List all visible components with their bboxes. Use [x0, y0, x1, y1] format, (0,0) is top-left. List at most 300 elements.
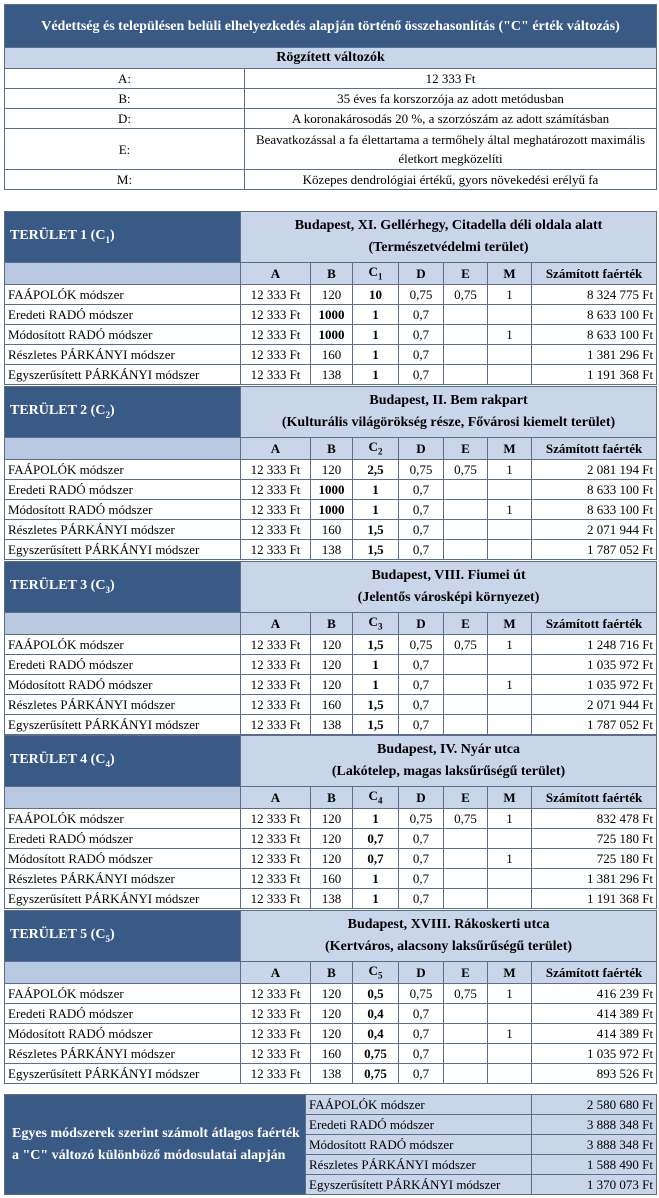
m-cell — [488, 480, 532, 500]
c-cell: 0,75 — [353, 1064, 399, 1084]
e-cell: 0,75 — [444, 460, 488, 480]
a-cell: 12 333 Ft — [241, 715, 311, 735]
d-cell: 0,7 — [399, 715, 444, 735]
m-cell — [488, 869, 532, 889]
d-cell: 0,75 — [399, 984, 444, 1004]
col-header-c: $C_4$ — [353, 787, 399, 809]
table-row — [5, 655, 657, 675]
table-row — [5, 480, 657, 500]
summary-method: Eredeti RADÓ módszer — [306, 1115, 532, 1135]
m-cell — [488, 365, 532, 385]
d-cell: 0,7 — [399, 1064, 444, 1084]
col-header-a: A — [241, 438, 311, 460]
e-cell — [444, 365, 488, 385]
table-row — [5, 849, 657, 869]
m-cell — [488, 829, 532, 849]
b-cell: 120 — [311, 1024, 353, 1044]
value-cell: 725 180 Ft — [532, 849, 657, 869]
c-cell: 1,5 — [353, 715, 399, 735]
b-cell: 1000 — [311, 480, 353, 500]
method-cell: Egyszerűsített PÁRKÁNYI módszer — [5, 715, 241, 735]
col-header-result: Számított faérték — [532, 438, 657, 460]
area-label: TERÜLET 3 $(C_3)$ — [5, 562, 241, 613]
d-cell: 0,7 — [399, 849, 444, 869]
m-cell: 1 — [488, 809, 532, 829]
table-row — [5, 889, 657, 909]
method-cell: Eredeti RADÓ módszer — [5, 829, 241, 849]
d-cell: 0,7 — [399, 889, 444, 909]
table-row — [5, 325, 657, 345]
col-header-c: $C_5$ — [353, 962, 399, 984]
m-cell: 1 — [488, 285, 532, 305]
m-cell: 1 — [488, 1024, 532, 1044]
col-header-e: E — [444, 613, 488, 635]
value-cell: 2 071 944 Ft — [532, 695, 657, 715]
a-cell: 12 333 Ft — [241, 520, 311, 540]
d-cell: 0,7 — [399, 1004, 444, 1024]
c-cell: 1 — [353, 655, 399, 675]
col-header-a: A — [241, 787, 311, 809]
m-cell: 1 — [488, 635, 532, 655]
c-cell: 0,5 — [353, 984, 399, 1004]
value-cell: 1 035 972 Ft — [532, 675, 657, 695]
value-cell: 2 071 944 Ft — [532, 520, 657, 540]
value-cell: 1 248 716 Ft — [532, 635, 657, 655]
col-header-a: A — [241, 263, 311, 285]
b-cell: 138 — [311, 715, 353, 735]
col-header-b: B — [311, 263, 353, 285]
d-cell: 0,7 — [399, 480, 444, 500]
fixed-variables-header: Rögzített változók — [5, 48, 657, 69]
area-table-5 — [4, 910, 657, 1084]
a-cell: 12 333 Ft — [241, 500, 311, 520]
m-cell: 1 — [488, 984, 532, 1004]
method-cell: FAÁPOLÓK módszer — [5, 460, 241, 480]
a-cell: 12 333 Ft — [241, 984, 311, 1004]
m-cell — [488, 520, 532, 540]
summary-value: 3 888 348 Ft — [532, 1135, 657, 1155]
a-cell: 12 333 Ft — [241, 1004, 311, 1024]
e-cell: 0,75 — [444, 285, 488, 305]
table-row — [5, 345, 657, 365]
summary-label: Egyes módszerek szerint számolt átlagos faérték a "C" változó különböző módosulatai alapján — [5, 1095, 306, 1195]
d-cell: 0,75 — [399, 809, 444, 829]
area-table-1 — [4, 211, 657, 385]
c-cell: 1,5 — [353, 635, 399, 655]
value-cell: 1 381 296 Ft — [532, 869, 657, 889]
col-header-d: D — [399, 438, 444, 460]
d-cell: 0,75 — [399, 285, 444, 305]
value-cell: 414 389 Ft — [532, 1004, 657, 1024]
table-row — [5, 869, 657, 889]
a-cell: 12 333 Ft — [241, 675, 311, 695]
table-row — [5, 365, 657, 385]
b-cell: 1000 — [311, 325, 353, 345]
c-cell: 1 — [353, 365, 399, 385]
table-row — [5, 695, 657, 715]
table-row — [5, 809, 657, 829]
area-location: Budapest, XI. Gellérhegy, Citadella déli oldala alatt (Természetvédelmi terület) — [241, 212, 657, 263]
b-cell: 120 — [311, 984, 353, 1004]
e-cell — [444, 1004, 488, 1024]
a-cell: 12 333 Ft — [241, 285, 311, 305]
area-location: Budapest, II. Bem rakpart (Kulturális világörökség része, Fővárosi kiemelt terület) — [241, 387, 657, 438]
area-label: TERÜLET 5 $(C_5)$ — [5, 911, 241, 962]
method-cell: FAÁPOLÓK módszer — [5, 984, 241, 1004]
b-cell: 160 — [311, 695, 353, 715]
e-cell — [444, 695, 488, 715]
method-cell: Módosított RADÓ módszer — [5, 325, 241, 345]
c-cell: 1 — [353, 889, 399, 909]
method-cell: Eredeti RADÓ módszer — [5, 1004, 241, 1024]
fixed-variables-table — [4, 4, 657, 190]
a-cell: 12 333 Ft — [241, 809, 311, 829]
col-header-m: M — [488, 263, 532, 285]
value-cell: 1 787 052 Ft — [532, 715, 657, 735]
method-cell: FAÁPOLÓK módszer — [5, 285, 241, 305]
col-header-b: B — [311, 438, 353, 460]
col-header-m: M — [488, 613, 532, 635]
a-cell: 12 333 Ft — [241, 869, 311, 889]
b-cell: 138 — [311, 365, 353, 385]
m-cell — [488, 305, 532, 325]
col-header-c: $C_1$ — [353, 263, 399, 285]
summary-value: 3 888 348 Ft — [532, 1115, 657, 1135]
col-header-a: A — [241, 962, 311, 984]
e-cell — [444, 655, 488, 675]
c-cell: 1 — [353, 675, 399, 695]
d-cell: 0,7 — [399, 520, 444, 540]
a-cell: 12 333 Ft — [241, 695, 311, 715]
b-cell: 120 — [311, 809, 353, 829]
c-cell: 0,7 — [353, 849, 399, 869]
e-cell — [444, 1064, 488, 1084]
method-cell: Egyszerűsített PÁRKÁNYI módszer — [5, 540, 241, 560]
value-cell: 8 633 100 Ft — [532, 325, 657, 345]
e-cell — [444, 849, 488, 869]
method-cell: Részletes PÁRKÁNYI módszer — [5, 520, 241, 540]
method-cell: Egyszerűsített PÁRKÁNYI módszer — [5, 889, 241, 909]
value-cell: 1 191 368 Ft — [532, 889, 657, 909]
c-cell: 0,7 — [353, 829, 399, 849]
variable-value: Beavatkozással a fa élettartama a termőhely által meghatározott maximális életkort megközelíti — [245, 129, 657, 170]
c-cell: 0,4 — [353, 1004, 399, 1024]
area-location: Budapest, XVIII. Rákoskerti utca (Kertváros, alacsony laksűrűségű terület) — [241, 911, 657, 962]
value-cell: 1 035 972 Ft — [532, 1044, 657, 1064]
e-cell: 0,75 — [444, 635, 488, 655]
c-cell: 1,5 — [353, 520, 399, 540]
table-row — [5, 1064, 657, 1084]
value-cell: 8 633 100 Ft — [532, 500, 657, 520]
col-header-result: Számított faérték — [532, 263, 657, 285]
table-row — [5, 305, 657, 325]
value-cell: 893 526 Ft — [532, 1064, 657, 1084]
e-cell — [444, 1044, 488, 1064]
e-cell — [444, 869, 488, 889]
table-row — [5, 675, 657, 695]
value-cell: 8 633 100 Ft — [532, 480, 657, 500]
variable-value: Közepes dendrológiai értékű, gyors növekedési erélyű fa — [245, 170, 657, 190]
method-cell: FAÁPOLÓK módszer — [5, 635, 241, 655]
col-header-e: E — [444, 438, 488, 460]
e-cell — [444, 520, 488, 540]
variable-key: E: — [5, 129, 245, 170]
method-cell: Részletes PÁRKÁNYI módszer — [5, 869, 241, 889]
d-cell: 0,7 — [399, 1024, 444, 1044]
table-row — [5, 1024, 657, 1044]
b-cell: 160 — [311, 520, 353, 540]
c-cell: 1 — [353, 305, 399, 325]
d-cell: 0,7 — [399, 869, 444, 889]
area-location: Budapest, VIII. Fiumei út (Jelentős városképi környezet) — [241, 562, 657, 613]
col-header-m: M — [488, 438, 532, 460]
e-cell — [444, 675, 488, 695]
b-cell: 1000 — [311, 305, 353, 325]
value-cell: 8 633 100 Ft — [532, 305, 657, 325]
summary-method: Egyszerűsített PÁRKÁNYI módszer — [306, 1175, 532, 1195]
e-cell — [444, 829, 488, 849]
method-cell: Eredeti RADÓ módszer — [5, 480, 241, 500]
value-cell: 8 324 775 Ft — [532, 285, 657, 305]
value-cell: 2 081 194 Ft — [532, 460, 657, 480]
e-cell — [444, 480, 488, 500]
m-cell: 1 — [488, 675, 532, 695]
d-cell: 0,75 — [399, 460, 444, 480]
a-cell: 12 333 Ft — [241, 889, 311, 909]
table-row — [5, 1004, 657, 1024]
a-cell: 12 333 Ft — [241, 460, 311, 480]
col-header-b: B — [311, 787, 353, 809]
col-header-result: Számított faérték — [532, 962, 657, 984]
variable-key: M: — [5, 170, 245, 190]
a-cell: 12 333 Ft — [241, 849, 311, 869]
m-cell: 1 — [488, 500, 532, 520]
value-cell: 414 389 Ft — [532, 1024, 657, 1044]
b-cell: 120 — [311, 675, 353, 695]
area-table-4 — [4, 735, 657, 909]
c-cell: 1,5 — [353, 540, 399, 560]
method-cell: Részletes PÁRKÁNYI módszer — [5, 695, 241, 715]
table-row — [5, 285, 657, 305]
c-cell: 1 — [353, 809, 399, 829]
value-cell: 725 180 Ft — [532, 829, 657, 849]
summary-method: Részletes PÁRKÁNYI módszer — [306, 1155, 532, 1175]
d-cell: 0,7 — [399, 345, 444, 365]
d-cell: 0,7 — [399, 365, 444, 385]
d-cell: 0,7 — [399, 325, 444, 345]
table-row — [5, 460, 657, 480]
variable-value: 35 éves fa korszorzója az adott metódusban — [245, 89, 657, 109]
a-cell: 12 333 Ft — [241, 635, 311, 655]
table-row — [5, 829, 657, 849]
a-cell: 12 333 Ft — [241, 305, 311, 325]
d-cell: 0,7 — [399, 695, 444, 715]
c-cell: 0,75 — [353, 1044, 399, 1064]
table-row — [5, 500, 657, 520]
a-cell: 12 333 Ft — [241, 480, 311, 500]
method-cell: Módosított RADÓ módszer — [5, 500, 241, 520]
e-cell — [444, 715, 488, 735]
d-cell: 0,75 — [399, 635, 444, 655]
summary-method: Módosított RADÓ módszer — [306, 1135, 532, 1155]
m-cell: 1 — [488, 325, 532, 345]
e-cell — [444, 500, 488, 520]
table-row — [5, 540, 657, 560]
method-cell: Egyszerűsített PÁRKÁNYI módszer — [5, 1064, 241, 1084]
e-cell: 0,75 — [444, 984, 488, 1004]
a-cell: 12 333 Ft — [241, 365, 311, 385]
method-cell: Módosított RADÓ módszer — [5, 1024, 241, 1044]
col-header-d: D — [399, 613, 444, 635]
c-cell: 1,5 — [353, 695, 399, 715]
col-header-a: A — [241, 613, 311, 635]
table-row — [5, 635, 657, 655]
col-header-e: E — [444, 263, 488, 285]
m-cell — [488, 540, 532, 560]
col-header-result: Számított faérték — [532, 787, 657, 809]
b-cell: 120 — [311, 635, 353, 655]
m-cell — [488, 655, 532, 675]
a-cell: 12 333 Ft — [241, 540, 311, 560]
m-cell — [488, 695, 532, 715]
b-cell: 1000 — [311, 500, 353, 520]
m-cell: 1 — [488, 460, 532, 480]
m-cell — [488, 889, 532, 909]
summary-value: 2 580 680 Ft — [532, 1095, 657, 1115]
c-cell: 1 — [353, 325, 399, 345]
method-cell: Eredeti RADÓ módszer — [5, 655, 241, 675]
variable-value: 12 333 Ft — [245, 69, 657, 89]
a-cell: 12 333 Ft — [241, 325, 311, 345]
col-header-e: E — [444, 962, 488, 984]
e-cell — [444, 305, 488, 325]
c-cell: 1 — [353, 869, 399, 889]
e-cell — [444, 540, 488, 560]
d-cell: 0,7 — [399, 655, 444, 675]
b-cell: 160 — [311, 869, 353, 889]
b-cell: 120 — [311, 460, 353, 480]
table-row — [5, 984, 657, 1004]
value-cell: 1 381 296 Ft — [532, 345, 657, 365]
b-cell: 120 — [311, 285, 353, 305]
m-cell: 1 — [488, 849, 532, 869]
variable-value: A koronakárosodás 20 %, a szorzószám az adott számításban — [245, 109, 657, 129]
b-cell: 160 — [311, 345, 353, 365]
area-label: TERÜLET 1 $(C_1)$ — [5, 212, 241, 263]
a-cell: 12 333 Ft — [241, 1044, 311, 1064]
area-table-3 — [4, 561, 657, 735]
col-header-d: D — [399, 263, 444, 285]
area-label: TERÜLET 4 $(C_4)$ — [5, 736, 241, 787]
m-cell — [488, 715, 532, 735]
area-label: TERÜLET 2 $(C_2)$ — [5, 387, 241, 438]
col-header-c: $C_2$ — [353, 438, 399, 460]
d-cell: 0,7 — [399, 1044, 444, 1064]
b-cell: 120 — [311, 655, 353, 675]
method-cell: Részletes PÁRKÁNYI módszer — [5, 1044, 241, 1064]
b-cell: 138 — [311, 1064, 353, 1084]
c-cell: 1 — [353, 500, 399, 520]
col-header-d: D — [399, 962, 444, 984]
method-cell: FAÁPOLÓK módszer — [5, 809, 241, 829]
b-cell: 138 — [311, 540, 353, 560]
value-cell: 1 035 972 Ft — [532, 655, 657, 675]
a-cell: 12 333 Ft — [241, 1024, 311, 1044]
c-cell: 0,4 — [353, 1024, 399, 1044]
value-cell: 1 787 052 Ft — [532, 540, 657, 560]
b-cell: 138 — [311, 889, 353, 909]
b-cell: 120 — [311, 1004, 353, 1024]
variable-key: D: — [5, 109, 245, 129]
col-header-c: $C_3$ — [353, 613, 399, 635]
col-header-d: D — [399, 787, 444, 809]
m-cell — [488, 345, 532, 365]
b-cell: 120 — [311, 849, 353, 869]
method-cell: Módosított RADÓ módszer — [5, 675, 241, 695]
e-cell: 0,75 — [444, 809, 488, 829]
method-cell: Módosított RADÓ módszer — [5, 849, 241, 869]
method-cell: Részletes PÁRKÁNYI módszer — [5, 345, 241, 365]
e-cell — [444, 325, 488, 345]
table-row — [5, 520, 657, 540]
value-cell: 416 239 Ft — [532, 984, 657, 1004]
page-title: Védettség és településen belüli elhelyezkedés alapján történő összehasonlítás ("C" érték változás) — [5, 5, 657, 48]
table-row — [5, 715, 657, 735]
variable-key: B: — [5, 89, 245, 109]
summary-table — [4, 1094, 657, 1195]
col-header-b: B — [311, 962, 353, 984]
c-cell: 1 — [353, 345, 399, 365]
b-cell: 160 — [311, 1044, 353, 1064]
c-cell: 2,5 — [353, 460, 399, 480]
col-header-e: E — [444, 787, 488, 809]
b-cell: 120 — [311, 829, 353, 849]
m-cell — [488, 1004, 532, 1024]
d-cell: 0,7 — [399, 675, 444, 695]
area-table-2 — [4, 386, 657, 560]
col-header-m: M — [488, 787, 532, 809]
col-header-m: M — [488, 962, 532, 984]
summary-method: FAÁPOLÓK módszer — [306, 1095, 532, 1115]
d-cell: 0,7 — [399, 305, 444, 325]
d-cell: 0,7 — [399, 500, 444, 520]
method-cell: Egyszerűsített PÁRKÁNYI módszer — [5, 365, 241, 385]
e-cell — [444, 345, 488, 365]
m-cell — [488, 1044, 532, 1064]
value-cell: 1 191 368 Ft — [532, 365, 657, 385]
m-cell — [488, 1064, 532, 1084]
a-cell: 12 333 Ft — [241, 829, 311, 849]
area-location: Budapest, IV. Nyár utca (Lakótelep, magas laksűrűségű terület) — [241, 736, 657, 787]
a-cell: 12 333 Ft — [241, 655, 311, 675]
d-cell: 0,7 — [399, 540, 444, 560]
variable-key: A: — [5, 69, 245, 89]
e-cell — [444, 1024, 488, 1044]
d-cell: 0,7 — [399, 829, 444, 849]
summary-value: 1 588 490 Ft — [532, 1155, 657, 1175]
col-header-b: B — [311, 613, 353, 635]
c-cell: 1 — [353, 480, 399, 500]
col-header-result: Számított faérték — [532, 613, 657, 635]
method-cell: Eredeti RADÓ módszer — [5, 305, 241, 325]
e-cell — [444, 889, 488, 909]
a-cell: 12 333 Ft — [241, 1064, 311, 1084]
a-cell: 12 333 Ft — [241, 345, 311, 365]
c-cell: 10 — [353, 285, 399, 305]
summary-value: 1 370 073 Ft — [532, 1175, 657, 1195]
value-cell: 832 478 Ft — [532, 809, 657, 829]
table-row — [5, 1044, 657, 1064]
